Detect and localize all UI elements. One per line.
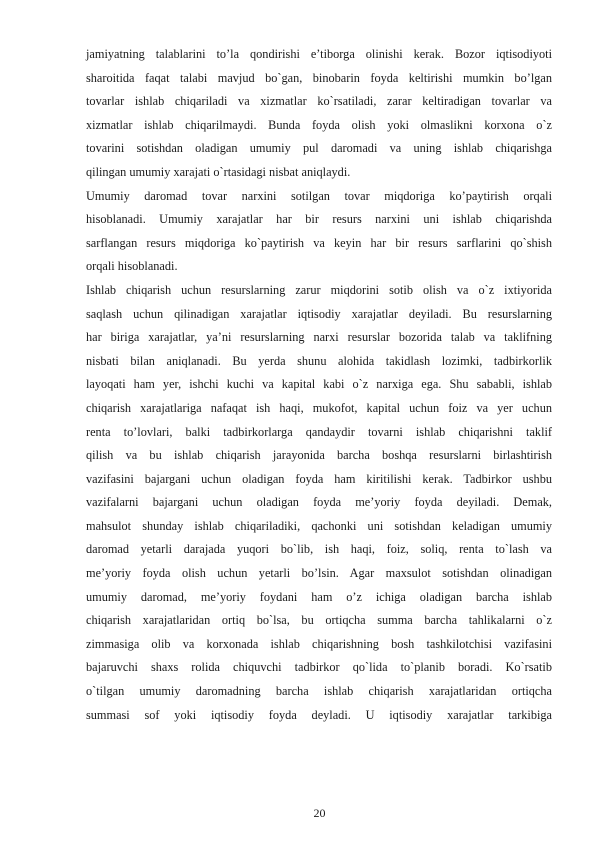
body-text: [86, 43, 552, 727]
text-line: har biriga xarajatlar, ya’ni resurslarning narxi resurslar bozorida talab va taklifning: [86, 330, 552, 345]
text-line: me’yoriy foyda olish uchun yetarli bo’lsin. Agar maxsulot sotishdan olinadigan: [86, 566, 552, 581]
text-line: chiqarish xarajatlaridan ortiq bo`lsa, bu ortiqcha summa barcha tahlikalarni o`z: [86, 613, 552, 628]
text-line: summasi sof yoki iqtisodiy foyda deyladi. U iqtisodiy xarajatlar tarkibiga: [86, 707, 552, 722]
text-line: saqlash uchun qilinadigan xarajatlar iqtisodiy xarajatlar deyiladi. Bu resurslarning: [86, 306, 552, 321]
text-line: qilish va bu ishlab chiqarish jarayonida barcha boshqa resurslarni birlashtirish: [86, 448, 552, 463]
text-line: vazifalarni bajargani uchun oladigan foyda me’yoriy foyda deyiladi. Demak,: [86, 495, 552, 510]
text-line: renta to’lovlari, balki tadbirkorlarga qandaydir tovarni ishlab chiqarishni taklif: [86, 424, 552, 439]
text-line: Ishlab chiqarish uchun resurslarning zarur miqdorini sotib olish va o`z ixtiyorida: [86, 282, 552, 297]
text-line: sarflangan resurs miqdoriga ko`paytirish va keyin har bir resurs sarflarini qo`shish: [86, 235, 552, 250]
text-line: Umumiy daromad tovar narxini sotilgan tovar miqdoriga ko’paytirish orqali: [86, 188, 552, 203]
text-line: daromad yetarli darajada yuqori bo`lib, ish haqi, foiz, soliq, renta to`lash va: [86, 542, 552, 557]
text-line: nisbati bilan aniqlanadi. Bu yerda shunu alohida takidlash lozimki, tadbirkorlik: [86, 353, 552, 368]
text-line: tovarini sotishdan oladigan umumiy pul daromadi va uning ishlab chiqarishga: [86, 141, 552, 156]
text-line: o`tilgan umumiy daromadning barcha ishlab chiqarish xarajatlaridan ortiqcha: [86, 684, 552, 699]
text-line: orqali hisoblanadi.: [86, 259, 178, 274]
text-line: mahsulot shunday ishlab chiqariladiki, qachonki uni sotishdan keladigan umumiy: [86, 518, 552, 533]
text-line: layoqati ham yer, ishchi kuchi va kapital kabi o`z narxiga ega. Shu sababli, ishlab: [86, 377, 552, 392]
text-line: vazifasini bajargani uchun oladigan foyda ham kiritilishi kerak. Tadbirkor ushbu: [86, 471, 552, 486]
text-line: sharoitida faqat talabi mavjud bo`gan, binobarin foyda keltirishi mumkin bo’lgan: [86, 70, 552, 85]
text-line: hisoblanadi. Umumiy xarajatlar har bir resurs narxini uni ishlab chiqarishda: [86, 212, 552, 227]
page-number: 20: [313, 806, 326, 820]
text-line: qilingan umumiy xarajati o`rtasidagi nisbat aniqlaydi.: [86, 164, 351, 179]
text-line: zimmasiga olib va korxonada ishlab chiqarishning bosh tashkilotchisi vazifasini: [86, 636, 552, 651]
text-line: xizmatlar ishlab chiqarilmaydi. Bunda foyda olish yoki olmaslikni korxona o`z: [86, 117, 552, 132]
text-line: tovarlar ishlab chiqariladi va xizmatlar ko`rsatiladi, zarar keltiradigan tovarlar va: [86, 94, 552, 109]
text-line: jamiyatning talablarini to’la qondirishi e’tiborga olinishi kerak. Bozor iqtisodiyoti: [86, 47, 552, 61]
text-line: chiqarish xarajatlariga nafaqat ish haqi, mukofot, kapital uchun foiz va yer uchun: [86, 400, 552, 415]
text-line: umumiy daromad, me’yoriy foydani ham o’z ichiga oladigan barcha ishlab: [86, 589, 552, 604]
text-line: bajaruvchi shaxs rolida chiquvchi tadbirkor qo`lida to`planib boradi. Ko`rsatib: [86, 660, 552, 675]
